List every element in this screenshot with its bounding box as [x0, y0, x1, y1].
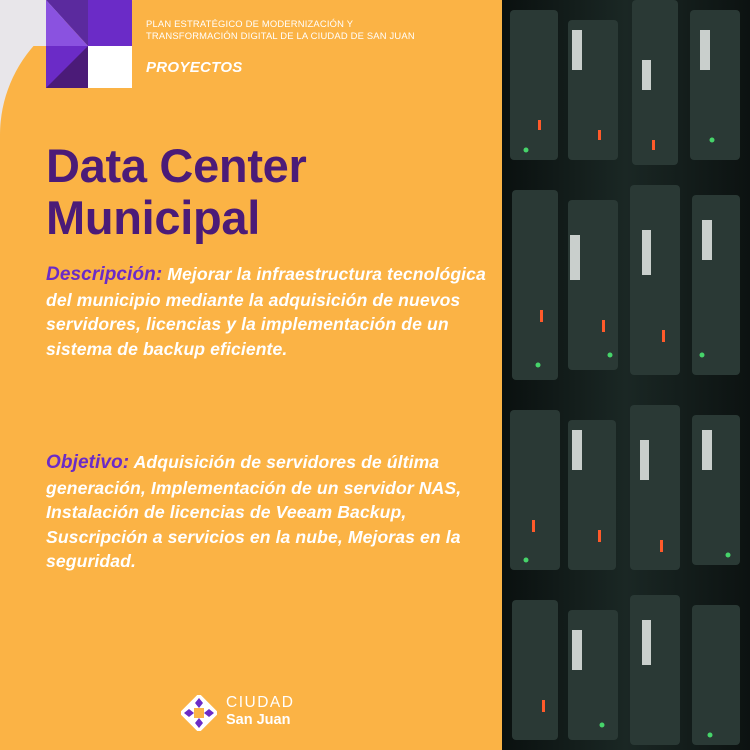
- brand-shape-logo-icon: [0, 0, 132, 88]
- objective-text: Adquisición de servidores de última generación, Implementación de un servidor NAS, Instalación de licencias de Veeam Backup, Suscripción a servicios en la nube, Mejoras en la seguridad.: [46, 452, 462, 571]
- title-line2: Municipal: [46, 191, 261, 244]
- plan-header: [146, 18, 486, 42]
- objective-paragraph: [46, 450, 486, 574]
- plan-header-line1: PLAN ESTRATÉGICO DE MODERNIZACIÓN Y: [146, 18, 354, 29]
- ciudad-san-juan-logo-icon: [181, 695, 217, 731]
- description-text: Mejorar la infraestructura tecnológica del municipio mediante la adquisición de nuevos servidores, licencias y la implementación de un sistema de backup eficiente.: [46, 264, 486, 359]
- footer-line2: San Juan: [226, 712, 291, 728]
- description-paragraph: [46, 262, 486, 361]
- objective-label: Objetivo:: [46, 452, 130, 473]
- footer-line1: CIUDAD: [226, 694, 295, 711]
- page-title: [46, 140, 486, 244]
- section-label: PROYECTOS: [146, 59, 243, 76]
- plan-header-line2: TRANSFORMACIÓN DIGITAL DE LA CIUDAD DE SAN JUAN: [146, 30, 415, 41]
- description-label: Descripción:: [46, 264, 163, 285]
- server-rack-photo: [502, 0, 750, 750]
- title-line1: Data Center: [46, 139, 307, 192]
